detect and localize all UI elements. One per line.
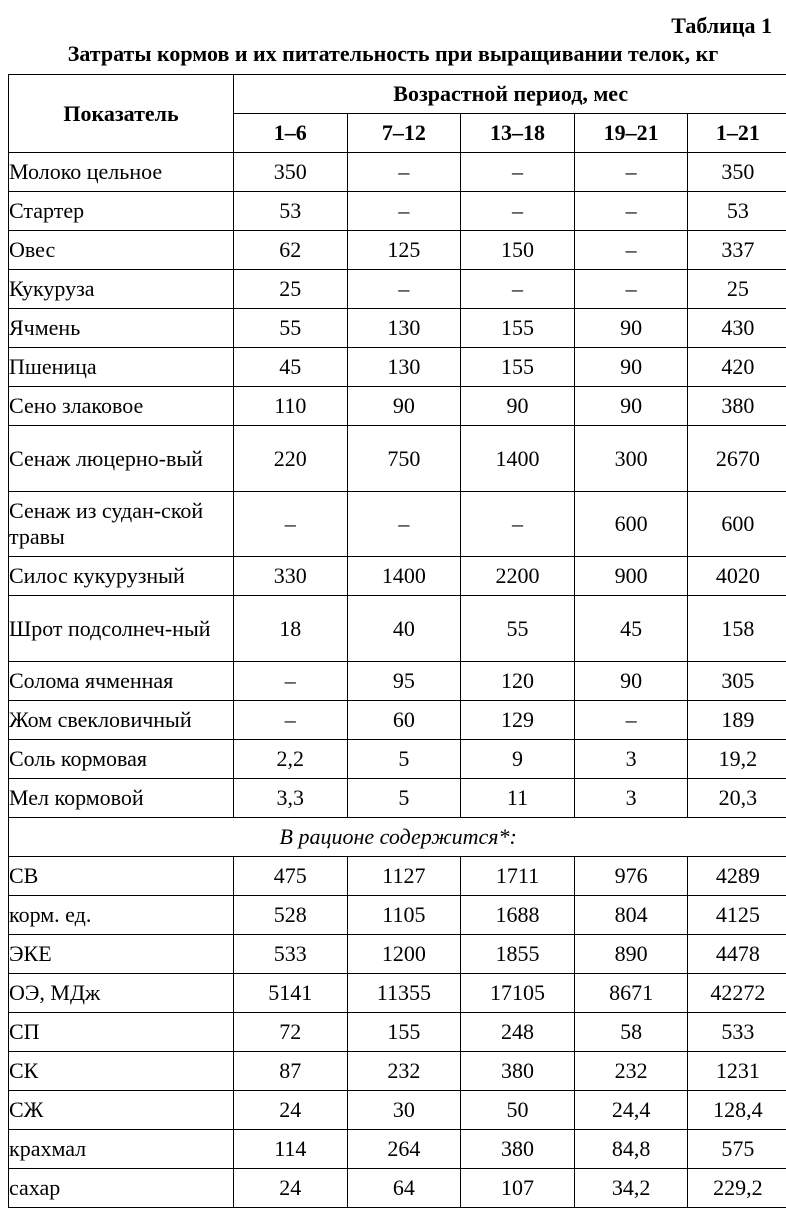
table-cell: 114 (234, 1130, 348, 1169)
table-row (9, 935, 786, 974)
row-label: Силос кукурузный (9, 557, 234, 596)
table-cell: 420 (688, 348, 786, 387)
row-label: Соль кормовая (9, 740, 234, 779)
table-cell: 248 (461, 1013, 575, 1052)
table-row (9, 740, 786, 779)
table-cell: 350 (234, 153, 348, 192)
row-label: Пшеница (9, 348, 234, 387)
table-cell: 58 (574, 1013, 688, 1052)
nutrient-rows (9, 857, 786, 1208)
table-cell: 600 (574, 492, 688, 557)
table-cell: 55 (461, 596, 575, 662)
table-cell: 1200 (347, 935, 461, 974)
period-header: 13–18 (461, 114, 575, 153)
table-cell: 45 (234, 348, 348, 387)
table-cell: 129 (461, 701, 575, 740)
row-label: ОЭ, МДж (9, 974, 234, 1013)
table-row (9, 896, 786, 935)
table-row (9, 1169, 786, 1208)
table-cell: 1400 (461, 426, 575, 492)
table-cell: 53 (234, 192, 348, 231)
table-cell: 976 (574, 857, 688, 896)
table-cell: 19,2 (688, 740, 786, 779)
table-cell: 11355 (347, 974, 461, 1013)
table-cell: 24 (234, 1091, 348, 1130)
table-cell: 110 (234, 387, 348, 426)
table-cell: – (461, 153, 575, 192)
row-label: Кукуруза (9, 270, 234, 309)
table-cell: 42272 (688, 974, 786, 1013)
table-cell: 600 (688, 492, 786, 557)
table-row (9, 492, 786, 557)
table-cell: 120 (461, 662, 575, 701)
table-cell: 1400 (347, 557, 461, 596)
table-cell: 2200 (461, 557, 575, 596)
row-label: Сено злаковое (9, 387, 234, 426)
table-row (9, 974, 786, 1013)
table-row (9, 231, 786, 270)
table-cell: 18 (234, 596, 348, 662)
table-row (9, 1091, 786, 1130)
row-label: сахар (9, 1169, 234, 1208)
table-cell: – (574, 231, 688, 270)
table-cell: – (461, 492, 575, 557)
table-row (9, 1130, 786, 1169)
table-cell: 20,3 (688, 779, 786, 818)
table-cell: 90 (574, 309, 688, 348)
row-label: Овес (9, 231, 234, 270)
table-cell: 1105 (347, 896, 461, 935)
table-cell: 30 (347, 1091, 461, 1130)
table-cell: 24 (234, 1169, 348, 1208)
table-cell: 1711 (461, 857, 575, 896)
section-divider (9, 818, 786, 857)
table-cell: 50 (461, 1091, 575, 1130)
period-header: 1–21 (688, 114, 786, 153)
feed-table (8, 74, 786, 1208)
table-cell: 17105 (461, 974, 575, 1013)
table-cell: 804 (574, 896, 688, 935)
table-cell: 155 (461, 309, 575, 348)
table-cell: 125 (347, 231, 461, 270)
table-cell: 380 (688, 387, 786, 426)
table-cell: 5 (347, 779, 461, 818)
table-cell: 72 (234, 1013, 348, 1052)
table-row (9, 426, 786, 492)
table-cell: – (574, 192, 688, 231)
row-label: СЖ (9, 1091, 234, 1130)
section-label: В рационе содержится*: (9, 818, 786, 857)
table-cell: – (234, 701, 348, 740)
row-label: СВ (9, 857, 234, 896)
table-cell: 155 (347, 1013, 461, 1052)
table-cell: 4478 (688, 935, 786, 974)
table-cell: 45 (574, 596, 688, 662)
table-cell: 25 (234, 270, 348, 309)
table-cell: 150 (461, 231, 575, 270)
table-cell: – (347, 270, 461, 309)
row-label: корм. ед. (9, 896, 234, 935)
indicator-header: Показатель (9, 75, 234, 153)
row-label: Молоко цельное (9, 153, 234, 192)
table-row (9, 1013, 786, 1052)
table-cell: 87 (234, 1052, 348, 1091)
table-cell: 90 (574, 348, 688, 387)
table-cell: – (574, 153, 688, 192)
table-cell: – (461, 270, 575, 309)
row-label: Мел кормовой (9, 779, 234, 818)
table-cell: 533 (234, 935, 348, 974)
table-cell: 90 (574, 387, 688, 426)
table-row (9, 1052, 786, 1091)
row-label: ЭКЕ (9, 935, 234, 974)
table-cell: 575 (688, 1130, 786, 1169)
table-cell: 90 (574, 662, 688, 701)
table-cell: 107 (461, 1169, 575, 1208)
table-row (9, 557, 786, 596)
row-label: Жом свекловичный (9, 701, 234, 740)
row-label: Шрот подсолнеч-ный (9, 596, 234, 662)
table-cell: 750 (347, 426, 461, 492)
table-cell: 2,2 (234, 740, 348, 779)
table-cell: 3,3 (234, 779, 348, 818)
table-cell: 1127 (347, 857, 461, 896)
table-cell: 232 (347, 1052, 461, 1091)
table-cell: 300 (574, 426, 688, 492)
table-cell: 5141 (234, 974, 348, 1013)
table-cell: 25 (688, 270, 786, 309)
table-cell: 158 (688, 596, 786, 662)
table-label: Таблица 1 (671, 13, 772, 38)
table-cell: 890 (574, 935, 688, 974)
table-cell: – (234, 662, 348, 701)
table-cell: 4289 (688, 857, 786, 896)
table-cell: 264 (347, 1130, 461, 1169)
table-cell: 305 (688, 662, 786, 701)
table-row (9, 662, 786, 701)
table-cell: 2670 (688, 426, 786, 492)
table-cell: 337 (688, 231, 786, 270)
table-cell: – (461, 192, 575, 231)
row-label: Сенаж из судан-ской травы (9, 492, 234, 557)
table-cell: 84,8 (574, 1130, 688, 1169)
table-cell: 1688 (461, 896, 575, 935)
table-cell: 533 (688, 1013, 786, 1052)
table-cell: 528 (234, 896, 348, 935)
table-cell: 380 (461, 1052, 575, 1091)
table-cell: 189 (688, 701, 786, 740)
table-cell: 3 (574, 779, 688, 818)
table-row (9, 387, 786, 426)
table-cell: 130 (347, 309, 461, 348)
row-label: СК (9, 1052, 234, 1091)
table-cell: 64 (347, 1169, 461, 1208)
table-cell: 11 (461, 779, 575, 818)
table-cell: 229,2 (688, 1169, 786, 1208)
table-cell: – (347, 192, 461, 231)
table-cell: 4125 (688, 896, 786, 935)
period-group-header: Возрастной период, мес (234, 75, 786, 114)
feed-rows (9, 153, 786, 818)
table-title: Затраты кормов и их питательность при выращивании телок, кг (67, 41, 719, 66)
table-cell: 430 (688, 309, 786, 348)
row-label: крахмал (9, 1130, 234, 1169)
table-row (9, 270, 786, 309)
table-row (9, 309, 786, 348)
table-cell: 60 (347, 701, 461, 740)
table-cell: 232 (574, 1052, 688, 1091)
table-row (9, 596, 786, 662)
row-label: Сенаж люцерно-вый (9, 426, 234, 492)
period-header: 19–21 (574, 114, 688, 153)
table-row (9, 153, 786, 192)
table-row (9, 779, 786, 818)
table-cell: – (234, 492, 348, 557)
table-cell: 1231 (688, 1052, 786, 1091)
period-header: 7–12 (347, 114, 461, 153)
table-cell: 24,4 (574, 1091, 688, 1130)
table-cell: 155 (461, 348, 575, 387)
table-cell: 128,4 (688, 1091, 786, 1130)
table-cell: – (574, 701, 688, 740)
table-row (9, 857, 786, 896)
table-cell: – (574, 270, 688, 309)
row-label: Ячмень (9, 309, 234, 348)
header-row-1 (9, 75, 786, 114)
table-cell: 330 (234, 557, 348, 596)
table-cell: 220 (234, 426, 348, 492)
table-cell: 90 (461, 387, 575, 426)
table-cell: 55 (234, 309, 348, 348)
table-cell: 53 (688, 192, 786, 231)
table-cell: – (347, 153, 461, 192)
table-cell: 900 (574, 557, 688, 596)
table-cell: 4020 (688, 557, 786, 596)
table-cell: 130 (347, 348, 461, 387)
table-cell: 3 (574, 740, 688, 779)
row-label: Стартер (9, 192, 234, 231)
table-cell: 5 (347, 740, 461, 779)
table-row (9, 192, 786, 231)
table-cell: 1855 (461, 935, 575, 974)
table-cell: 350 (688, 153, 786, 192)
table-row (9, 701, 786, 740)
table-cell: 8671 (574, 974, 688, 1013)
table-cell: 95 (347, 662, 461, 701)
table-cell: 62 (234, 231, 348, 270)
table-cell: 40 (347, 596, 461, 662)
table-cell: 380 (461, 1130, 575, 1169)
row-label: СП (9, 1013, 234, 1052)
row-label: Солома ячменная (9, 662, 234, 701)
table-cell: 90 (347, 387, 461, 426)
table-row (9, 348, 786, 387)
table-cell: – (347, 492, 461, 557)
table-cell: 475 (234, 857, 348, 896)
table-cell: 34,2 (574, 1169, 688, 1208)
period-header: 1–6 (234, 114, 348, 153)
table-cell: 9 (461, 740, 575, 779)
